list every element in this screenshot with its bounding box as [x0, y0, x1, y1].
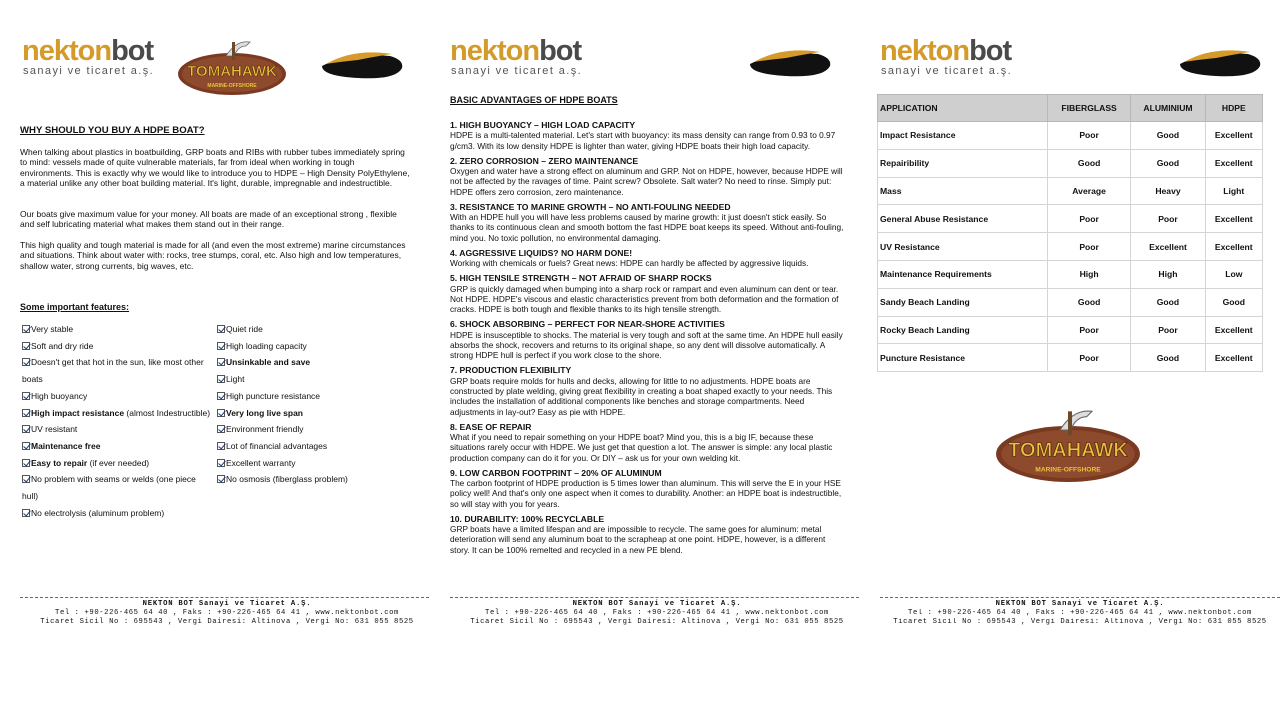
rating-cell: Poor: [1047, 205, 1130, 233]
advantage-text: GRP boats require molds for hulls and decks, allowing for little to no adjustments. HDPE boats are constructed by plate welding, giving great flexibility in creating a boat shaped exactly to your needs. This includes the installation of additional components like benches and storage compartments. Need adjustments in lay-out? Easy as pie with HDPE.: [450, 375, 833, 417]
row-label-cell: General Abuse Resistance: [878, 205, 1048, 233]
value-paragraph: Our boats give maximum value for your money. All boats are made of an exceptional strong , flexible and self lubricating material what makes them stand out in their range.: [20, 209, 397, 230]
rating-cell: Poor: [1131, 205, 1205, 233]
row-label-cell: Rocky Beach Landing: [878, 316, 1048, 344]
rating-cell: Good: [1131, 122, 1205, 150]
checkbox-checked-icon: [217, 425, 225, 433]
footer-registry: Ticaret Sicil No : 695543 , Vergi Dairesi: Altinova , Vergi No: 631 055 8525: [40, 618, 414, 626]
rating-cell: Poor: [1131, 316, 1205, 344]
feature-text: Soft and dry ride: [31, 340, 94, 351]
feature-item: [217, 471, 407, 488]
advantage-title: 8. EASE OF REPAIR: [450, 421, 532, 432]
feature-text: No electrolysis (aluminum problem): [31, 507, 165, 518]
rating-cell: Good: [1131, 149, 1205, 177]
rating-cell: Excellent: [1205, 149, 1262, 177]
table-row: [878, 344, 1263, 372]
feature-bold-text: Maintenance free: [31, 440, 101, 451]
page-2: [430, 0, 860, 720]
advantage-title: 5. HIGH TENSILE STRENGTH – NOT AFRAID OF SHARP ROCKS: [450, 273, 712, 284]
advantage-section: [450, 365, 845, 416]
rating-cell: Good: [1047, 149, 1130, 177]
rating-cell: Average: [1047, 177, 1130, 205]
feature-item: [217, 354, 407, 371]
checkbox-checked-icon: [217, 325, 225, 333]
advantage-title: 4. AGGRESSIVE LIQUIDS? NO HARM DONE!: [450, 247, 633, 258]
checkbox-checked-icon: [22, 342, 30, 350]
rating-cell: Good: [1205, 288, 1262, 316]
rating-cell: Poor: [1047, 122, 1130, 150]
advantage-title: 9. LOW CARBON FOOTPRINT – 20% OF ALUMINUM: [450, 467, 662, 478]
rating-cell: Low: [1205, 260, 1262, 288]
feature-bold-text: High impact resistance: [31, 407, 125, 418]
checkbox-checked-icon: [22, 409, 30, 417]
advantage-title: 3. RESISTANCE TO MARINE GROWTH – NO ANTI-FOULING NEEDED: [450, 201, 731, 212]
rating-cell: Poor: [1047, 344, 1130, 372]
feature-item: [217, 388, 407, 405]
table-header-row: [878, 95, 1263, 122]
feature-item: [217, 338, 407, 355]
boat-logo-icon: [1176, 44, 1262, 80]
footer-company: NEKTON BOT Sanayi ve Ticaret A.Ş.: [995, 600, 1165, 608]
boat-logo-icon: [318, 46, 404, 82]
features-heading: Some important features:: [20, 302, 130, 312]
advantage-text: HDPE is a multi-talented material. Let's start with buoyancy: its mass density can range from 0.93 to 0.97 g/cm3. With its low density HDPE is lighter than water, giving HDPE boats their high load capacity.: [450, 130, 836, 151]
features-list-left: [22, 321, 212, 521]
checkbox-checked-icon: [217, 358, 225, 366]
feature-text: Quiet ride: [226, 324, 263, 334]
advantage-section: [450, 273, 845, 314]
feature-text: High loading capacity: [226, 340, 307, 351]
rating-cell: Excellent: [1205, 122, 1262, 150]
advantage-section: [450, 468, 845, 509]
feature-item: [22, 354, 212, 387]
row-label-cell: Sandy Beach Landing: [878, 288, 1048, 316]
feature-item: [217, 438, 407, 455]
feature-bold-text: Very long live span: [226, 407, 304, 418]
row-label-cell: Maintenance Requirements: [878, 260, 1048, 288]
feature-item: [217, 421, 407, 438]
feature-item: [217, 405, 407, 422]
table-row: [878, 149, 1263, 177]
checkbox-checked-icon: [217, 409, 225, 417]
rating-cell: Good: [1131, 344, 1205, 372]
feature-text: Excellent warranty: [226, 457, 296, 468]
advantage-title: 1. HIGH BUOYANCY – HIGH LOAD CAPACITY: [450, 120, 636, 130]
nektonbot-logo: [22, 36, 154, 77]
page2-heading: BASIC ADVANTAGES OF HDPE BOATS: [450, 95, 618, 105]
footer-registry: Ticaret Sicil No : 695543 , Vergi Dairesi: Altinova , Vergi No: 631 055 8525: [470, 618, 844, 626]
header-application: APPLICATION: [878, 95, 1048, 122]
feature-item: [22, 505, 212, 522]
feature-text: (if ever needed): [87, 457, 150, 468]
checkbox-checked-icon: [217, 392, 225, 400]
rating-cell: Poor: [1047, 316, 1130, 344]
page1-footer: [20, 597, 434, 627]
checkbox-checked-icon: [22, 325, 30, 333]
comparison-table: [877, 94, 1263, 372]
advantage-section: [450, 422, 845, 463]
intro-paragraph: When talking about plastics in boatbuilding, GRP boats and RIBs with rubber tubes immediately spring to mind: vessels made of quite vulnerable materials, far from ideal when working in tough environments. This is exactly why we would like to introduce you to HDPE – High Density PolyEthylene, a material unlike any other boat building material. It's light, durable, impregnable and indestructible.: [20, 147, 410, 189]
feature-text: UV resistant: [31, 424, 78, 435]
row-label-cell: UV Resistance: [878, 233, 1048, 261]
advantage-section: [450, 202, 845, 243]
page3-footer: [880, 597, 1280, 627]
rating-cell: Good: [1047, 288, 1130, 316]
advantage-section: [450, 514, 845, 555]
advantage-text: Working with chemicals or fuels? Great news: HDPE can hardly be affected by aggressive liquids.: [450, 258, 809, 269]
checkbox-checked-icon: [217, 442, 225, 450]
advantage-title: 7. PRODUCTION FLEXIBILITY: [450, 365, 572, 376]
checkbox-checked-icon: [22, 358, 30, 366]
checkbox-checked-icon: [217, 342, 225, 350]
page2-footer: [450, 597, 864, 627]
tomahawk-logo-subtext: MARINE-OFFSHORE: [1035, 466, 1101, 474]
rating-cell: Poor: [1047, 233, 1130, 261]
feature-text: Lot of financial advantages: [226, 440, 328, 451]
feature-item: [217, 455, 407, 472]
feature-text: Very stable: [31, 324, 74, 334]
nektonbot-logo: [880, 36, 1012, 77]
logo-word-nekton: nekton: [22, 35, 112, 67]
table-row: [878, 205, 1263, 233]
rating-cell: Good: [1131, 288, 1205, 316]
table-row: [878, 177, 1263, 205]
row-label-cell: Repairibility: [878, 149, 1048, 177]
footer-company: NEKTON BOT Sanayi ve Ticaret A.Ş.: [142, 600, 312, 608]
checkbox-checked-icon: [22, 392, 30, 400]
advantage-title: 6. SHOCK ABSORBING – PERFECT FOR NEAR-SHORE ACTIVITIES: [450, 319, 725, 330]
row-label-cell: Mass: [878, 177, 1048, 205]
feature-text: High puncture resistance: [226, 390, 321, 401]
feature-item: [22, 438, 212, 455]
table-row: [878, 233, 1263, 261]
tomahawk-logo: [993, 406, 1143, 486]
checkbox-checked-icon: [22, 425, 30, 433]
logo-word-bot: bot: [969, 35, 1012, 67]
advantage-title: 10. DURABILITY: 100% RECYCLABLE: [450, 513, 605, 524]
table-row: [878, 288, 1263, 316]
feature-item: [217, 321, 407, 338]
rating-cell: High: [1131, 260, 1205, 288]
feature-text: No problem with seams or welds (one piece hull): [22, 474, 196, 502]
feature-text: (almost Indestructible): [124, 407, 211, 418]
logo-word-bot: bot: [539, 35, 582, 67]
rating-cell: Excellent: [1205, 233, 1262, 261]
logo-subtitle: sanayi ve ticaret a.ş.: [23, 65, 155, 77]
advantage-text: With an HDPE hull you will have less problems caused by marine growth: it just doesn't stick easily. So thanks to its continuous clean and smooth bottom the fast HDPE boat keeps its speed. Without anti-fouling, mind you. No toxic pollution, no environmental damaging.: [450, 212, 844, 243]
logo-word-nekton: nekton: [450, 35, 540, 67]
feature-bold-text: Unsinkable and save: [226, 357, 311, 368]
conditions-paragraph: This high quality and tough material is made for all (and even the most extreme) marine circumstances and situations. Think about water with: rocks, tree stumps, coral, etc. Also high and low temperatures, shallow water, strong currents, big waves, etc.: [20, 240, 406, 271]
feature-text: High buoyancy: [31, 390, 88, 401]
footer-contact: Tel : +90-226-465 64 40 , Faks : +90-226-465 64 41 , www.nektonbot.com: [55, 609, 399, 617]
advantage-text: What if you need to repair something on your HDPE boat? Mind you, this is a big IF, because these situations rarely occur with HDPE. We just get that question a lot. The answer is simple: any local plastic production company can do it for you. Or DIY – ask us for your own welding kit.: [450, 432, 833, 463]
feature-text: No osmosis (fiberglass problem): [226, 474, 348, 485]
advantage-text: GRP is quickly damaged when bumping into a sharp rock or rampart and even aluminum can dent or tear. Not HDPE. HDPE's viscous and elastic characteristics prevent from both deformation and the formation of cracks. HDPE is both tough and flexible thanks to its high tensile strength.: [450, 283, 839, 315]
feature-item: [22, 421, 212, 438]
rating-cell: High: [1047, 260, 1130, 288]
features-list-right: [217, 321, 407, 488]
advantage-section: [450, 156, 845, 197]
advantage-text: The carbon footprint of HDPE production is 5 times lower than aluminum. This will serve the E in your HSE policy well! And that's only one aspect when it comes to durability. Another: an HDPE boat is indestructible, so will stay with you for years.: [450, 478, 842, 509]
rating-cell: Excellent: [1205, 205, 1262, 233]
footer-registry: Ticaret Sicil No : 695543 , Vergi Dairesi: Altinova , Vergi No: 631 055 8525: [893, 618, 1267, 626]
checkbox-checked-icon: [217, 475, 225, 483]
advantage-text: GRP boats have a limited lifespan and are impossible to recycle. The same goes for aluminum: metal deterioration will send any aluminum boat to the scrapheap at one point. HDPE, however, is a different story. It can be 100% remelted and recycled in a new PE blend.: [450, 524, 826, 555]
footer-contact: Tel : +90-226-465 64 40 , Faks : +90-226-465 64 41 , www.nektonbot.com: [908, 609, 1252, 617]
table-row: [878, 260, 1263, 288]
advantage-section: [450, 319, 845, 360]
footer-company: NEKTON BOT Sanayi ve Ticaret A.Ş.: [572, 600, 742, 608]
checkbox-checked-icon: [22, 442, 30, 450]
checkbox-checked-icon: [217, 375, 225, 383]
tomahawk-logo-text: TOMAHAWK: [1008, 439, 1128, 462]
checkbox-checked-icon: [22, 459, 30, 467]
comparison-table-body: [878, 122, 1263, 372]
header-aluminium: ALUMINIUM: [1131, 95, 1205, 122]
feature-item: [22, 471, 212, 504]
row-label-cell: Impact Resistance: [878, 122, 1048, 150]
tomahawk-logo: [176, 38, 288, 98]
page-1: [0, 0, 430, 720]
boat-logo-icon: [746, 44, 832, 80]
feature-item: [22, 455, 212, 472]
footer-contact: Tel : +90-226-465 64 40 , Faks : +90-226-465 64 41 , www.nektonbot.com: [485, 609, 829, 617]
page1-heading: WHY SHOULD YOU BUY A HDPE BOAT?: [20, 125, 205, 136]
logo-word-nekton: nekton: [880, 35, 970, 67]
checkbox-checked-icon: [22, 475, 30, 483]
rating-cell: Excellent: [1131, 233, 1205, 261]
feature-bold-text: Easy to repair: [31, 457, 88, 468]
advantage-section: [450, 248, 845, 269]
advantage-text: Oxygen and water have a strong effect on aluminum and GRP. Not on HDPE, however, because HDPE will not be affected by the ravages of time. Paint screw? Obsolete. Salt water? No need to rinse. Simply put: HDPE offers zero corrosion, zero maintenance.: [450, 166, 843, 197]
feature-item: [22, 388, 212, 405]
feature-text: Light: [226, 374, 245, 385]
advantages-list: [450, 120, 845, 560]
rating-cell: Excellent: [1205, 316, 1262, 344]
header-fiberglass: FIBERGLASS: [1047, 95, 1130, 122]
rating-cell: Heavy: [1131, 177, 1205, 205]
rating-cell: Excellent: [1205, 344, 1262, 372]
rating-cell: Light: [1205, 177, 1262, 205]
header-hdpe: HDPE: [1205, 95, 1262, 122]
feature-text: Doesn't get that hot in the sun, like most other boats: [22, 357, 204, 385]
feature-text: Environment friendly: [226, 424, 304, 435]
feature-item: [22, 321, 212, 338]
checkbox-checked-icon: [22, 509, 30, 517]
tomahawk-logo-text: TOMAHAWK: [187, 63, 277, 80]
page-3: [860, 0, 1280, 720]
logo-word-bot: bot: [111, 35, 154, 67]
tomahawk-logo-subtext: MARINE-OFFSHORE: [207, 83, 257, 89]
nektonbot-logo: [450, 36, 582, 77]
advantage-text: HDPE is insusceptible to shocks. The material is very tough and soft at the same time. An HDPE hull easily absorbs the shock, recovers and returns to its original shape, so any dent will dissolve automatically. A strong HDPE hull is perfect if you work close to the shore.: [450, 329, 843, 361]
advantage-section: [450, 120, 845, 151]
logo-subtitle: sanayi ve ticaret a.ş.: [881, 65, 1013, 77]
advantage-title: 2. ZERO CORROSION – ZERO MAINTENANCE: [450, 155, 639, 166]
table-row: [878, 122, 1263, 150]
feature-item: [22, 405, 212, 422]
feature-item: [217, 371, 407, 388]
row-label-cell: Puncture Resistance: [878, 344, 1048, 372]
checkbox-checked-icon: [217, 459, 225, 467]
feature-item: [22, 338, 212, 355]
table-row: [878, 316, 1263, 344]
logo-subtitle: sanayi ve ticaret a.ş.: [451, 65, 583, 77]
